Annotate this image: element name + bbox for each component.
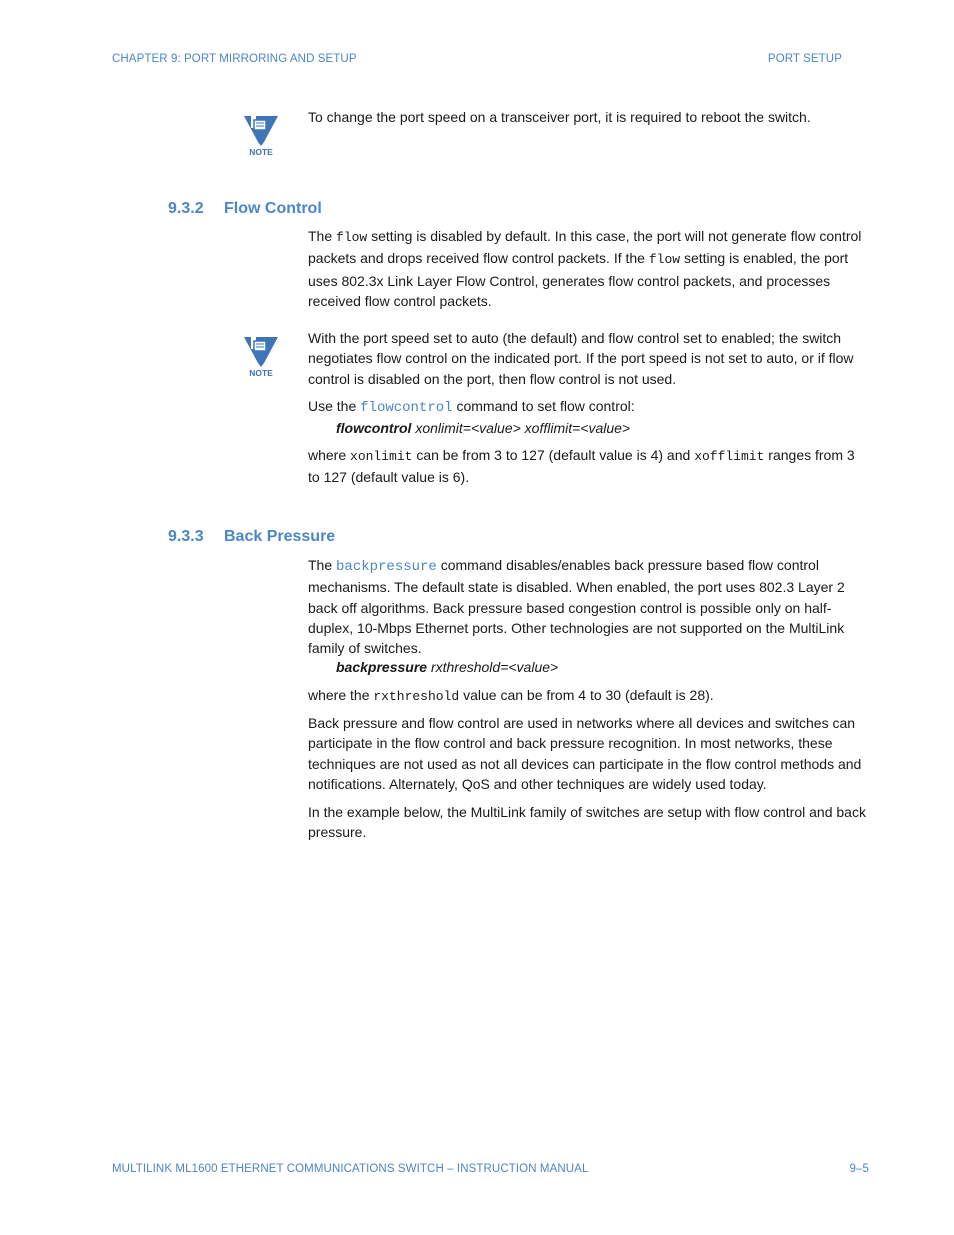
section-number: 9.3.3 bbox=[168, 528, 204, 545]
parameter-description: where xonlimit can be from 3 to 127 (default value is 4) and xofflimit ranges from 3 to 127 (default value is 6). bbox=[308, 447, 855, 486]
flow-control-paragraph: The flow setting is disabled by default. In this case, the port will not generate flow control packets and drops received flow control packets. If the flow setting is enabled, the port uses 802.3x Link Layer Flow Control, generates flow control packets, and processes received flow control packets. bbox=[308, 228, 862, 309]
section-title: Back Pressure bbox=[224, 528, 336, 545]
command-link[interactable]: flowcontrol bbox=[360, 400, 453, 416]
inline-code: xonlimit bbox=[350, 449, 413, 464]
command-syntax: backpressure rxthreshold=<value> bbox=[336, 659, 559, 675]
back-pressure-paragraph-3: In the example below, the MultiLink family of switches are setup with flow control and back pressure. bbox=[308, 804, 866, 841]
note-icon bbox=[241, 333, 281, 379]
parameter-description: where the rxthreshold value can be from 4 to 30 (default is 28). bbox=[308, 687, 714, 704]
inline-code: rxthreshold bbox=[373, 689, 460, 704]
note-text: To change the port speed on a transceiver port, it is required to reboot the switch. bbox=[308, 109, 811, 125]
note-icon bbox=[241, 112, 281, 158]
svg-text:NOTE: NOTE bbox=[249, 147, 273, 157]
back-pressure-paragraph: The backpressure command disables/enables back pressure based flow control mechanisms. The default state is disabled. When enabled, the port uses 802.3 Layer 2 back off algorithms. Back pressure based congestion control is possible only on half-duplex, 10-Mbps Ethernet ports. Other technologies are not supported on the MultiLink family of switches. bbox=[308, 557, 845, 657]
page-number: 9–5 bbox=[849, 1163, 869, 1175]
section-number: 9.3.2 bbox=[168, 200, 204, 217]
command-link[interactable]: backpressure bbox=[336, 559, 437, 575]
running-header-chapter: CHAPTER 9: PORT MIRRORING AND SETUP bbox=[112, 53, 357, 65]
inline-code: flow bbox=[648, 252, 681, 268]
command-syntax: flowcontrol xonlimit=<value> xofflimit=<value> bbox=[336, 420, 631, 436]
section-heading-back-pressure bbox=[168, 528, 335, 546]
inline-code: flow bbox=[336, 230, 368, 245]
use-command-line: Use the flowcontrol command to set flow control: bbox=[308, 398, 635, 416]
section-heading-flow-control bbox=[168, 200, 322, 218]
section-title: Flow Control bbox=[224, 200, 322, 217]
note-text: With the port speed set to auto (the default) and flow control set to enabled; the switch negotiates flow control on the indicated port. If the port speed is not set to auto, or if flow control is disabled on the port, then flow control is not used. bbox=[308, 330, 854, 387]
inline-code: xofflimit bbox=[694, 449, 765, 464]
running-header-section: PORT SETUP bbox=[767, 53, 842, 65]
running-footer-title: MULTILINK ML1600 ETHERNET COMMUNICATIONS SWITCH – INSTRUCTION MANUAL bbox=[112, 1163, 589, 1175]
svg-text:NOTE: NOTE bbox=[249, 368, 273, 378]
back-pressure-paragraph-2: Back pressure and flow control are used in networks where all devices and switches can participate in the flow control and back pressure recognition. In most networks, these techniques are not used as not all devices can participate in the flow control methods and notifications. Alternately, QoS and other techniques are widely used today. bbox=[308, 715, 862, 792]
